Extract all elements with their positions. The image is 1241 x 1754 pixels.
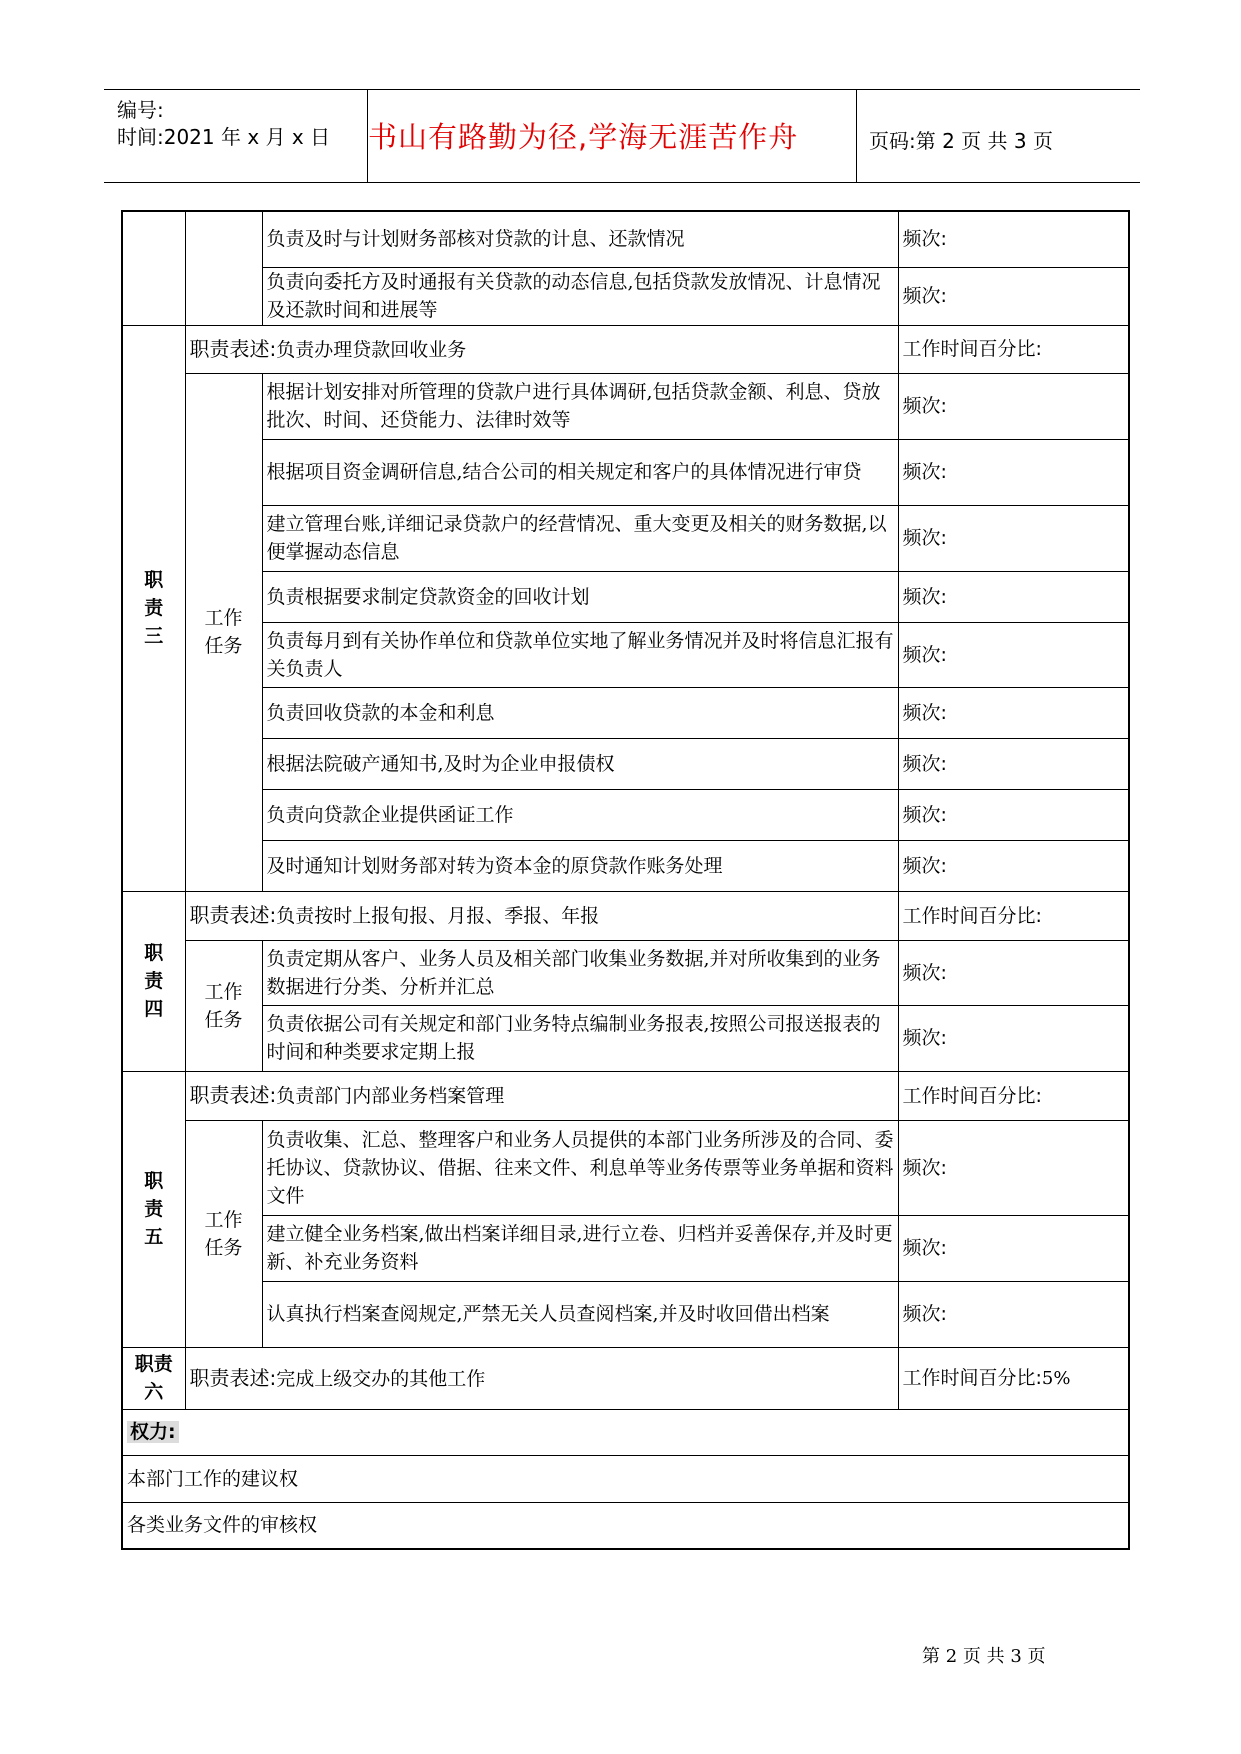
duty3-task-5: 负责每月到有关协作单位和贷款单位实地了解业务情况并及时将信息汇报有关负责人 [262, 622, 898, 687]
duty3-task-9: 及时通知计划财务部对转为资本金的原贷款作账务处理 [262, 840, 898, 891]
duty6-desc-cell [185, 1347, 898, 1409]
duty3-desc-label: 职责表述: [189, 336, 277, 361]
duty4-desc-label: 职责表述: [189, 903, 277, 927]
duty6-label [122, 1347, 185, 1409]
duty3-task-4: 负责根据要求制定贷款资金的回收计划 [262, 571, 898, 622]
duty5-label-char: 五 [144, 1226, 164, 1248]
authority-item-2: 各类业务文件的审核权 [122, 1502, 1129, 1549]
duty5-task-2-freq: 频次: [898, 1215, 1129, 1281]
duty3-desc: 负责办理贷款回收业务 [276, 338, 467, 361]
duty3-task-label-line: 任务 [204, 635, 243, 657]
table-row [122, 940, 1129, 1005]
header-bottom-rule [104, 182, 1140, 183]
duty3-label-char: 职 [144, 569, 164, 591]
duty3-task-1-freq: 频次: [898, 373, 1129, 439]
table-row [122, 267, 1129, 325]
duty6-pct-label: 工作时间百分比: [902, 1366, 1042, 1389]
duty5-task-label-line: 工作 [204, 1208, 243, 1231]
duty3-task-2-freq: 频次: [898, 439, 1129, 505]
duty3-task-9-freq: 频次: [898, 840, 1129, 891]
table-row [122, 840, 1129, 891]
duty6-label-line: 六 [144, 1381, 164, 1403]
duty3-task-2: 根据项目资金调研信息,结合公司的相关规定和客户的具体情况进行审贷 [262, 439, 898, 505]
duty4-label-char: 责 [144, 970, 164, 992]
table-row [122, 789, 1129, 840]
duty6-desc-label: 职责表述: [189, 1365, 277, 1390]
duty3-task-6-freq: 频次: [898, 687, 1129, 738]
duty6-pct-value: 5% [1041, 1367, 1071, 1389]
duty5-task-1-freq: 频次: [898, 1120, 1129, 1215]
duty3-task-7: 根据法院破产通知书,及时为企业申报债权 [262, 738, 898, 789]
duty4-desc-cell [185, 891, 898, 940]
authority-heading [122, 1409, 1129, 1455]
table-row [122, 1347, 1129, 1409]
duty3-label-char: 三 [144, 625, 164, 647]
duties-table [121, 210, 1130, 1550]
duty3-label-char: 责 [144, 597, 164, 619]
duty4-pct-label: 工作时间百分比: [898, 891, 1129, 940]
duty5-task-3: 认真执行档案查阅规定,严禁无关人员查阅档案,并及时收回借出档案 [262, 1281, 898, 1347]
duty3-pct-label: 工作时间百分比: [898, 325, 1129, 373]
duty4-task-1-freq: 频次: [898, 940, 1129, 1005]
duty3-task-3: 建立管理台账,详细记录贷款户的经营情况、重大变更及相关的财务数据,以便掌握动态信息 [262, 505, 898, 571]
duty3-task-3-freq: 频次: [898, 505, 1129, 571]
duty4-task-label-line: 任务 [204, 1008, 243, 1031]
table-row [122, 505, 1129, 571]
table-row [122, 1281, 1129, 1347]
table-row [122, 891, 1129, 940]
duty5-task-1: 负责收集、汇总、整理客户和业务人员提供的本部门业务所涉及的合同、委托协议、贷款协议、借据、往来文件、利息单等业务传票等业务单据和资料文件 [262, 1120, 898, 1215]
duty3-task-1: 根据计划安排对所管理的贷款户进行具体调研,包括贷款金额、利息、贷放批次、时间、还贷能力、法律时效等 [262, 373, 898, 439]
table-row [122, 211, 1129, 267]
duty3-task-8-freq: 频次: [898, 789, 1129, 840]
table-row [122, 373, 1129, 439]
table-row [122, 1215, 1129, 1281]
header-page-label: 页码:第 2 页 共 3 页 [869, 129, 1053, 153]
duty5-label [122, 1071, 185, 1347]
duty4-label-char: 职 [144, 942, 164, 964]
duty5-task-label-line: 任务 [204, 1236, 243, 1259]
duty2-label-cell [122, 211, 185, 325]
duty5-task-3-freq: 频次: [898, 1281, 1129, 1347]
duty5-label-char: 职 [144, 1170, 164, 1192]
duty3-task-8: 负责向贷款企业提供函证工作 [262, 789, 898, 840]
duty2-task-2-freq: 频次: [898, 267, 1129, 325]
header-motto: 书山有路勤为径,学海无涯苦作舟 [368, 120, 799, 154]
duty6-pct-cell [898, 1347, 1129, 1409]
table-row [122, 1120, 1129, 1215]
duty4-label [122, 891, 185, 1071]
duty3-task-7-freq: 频次: [898, 738, 1129, 789]
duty3-desc-cell [185, 325, 898, 373]
table-row [122, 687, 1129, 738]
list-item [122, 1455, 1129, 1502]
header-number-label: 编号: [117, 98, 164, 122]
header-top-rule [104, 89, 1140, 90]
duty3-task-label [185, 373, 262, 891]
duty4-task-2-freq: 频次: [898, 1005, 1129, 1071]
duty5-label-char: 责 [144, 1198, 164, 1220]
table-row [122, 439, 1129, 505]
duty3-task-5-freq: 频次: [898, 622, 1129, 687]
duty4-label-char: 四 [144, 998, 164, 1020]
duty5-desc: 负责部门内部业务档案管理 [276, 1085, 505, 1107]
duty4-task-1: 负责定期从客户、业务人员及相关部门收集业务数据,并对所收集到的业务数据进行分类、分析并汇总 [262, 940, 898, 1005]
duty5-desc-label: 职责表述: [189, 1083, 277, 1107]
duty6-label-line: 职责 [134, 1353, 173, 1375]
authority-item-1: 本部门工作的建议权 [122, 1455, 1129, 1502]
duty5-desc-cell [185, 1071, 898, 1120]
header-divider-right [856, 90, 857, 183]
duty2-task-1-freq: 频次: [898, 211, 1129, 267]
header-time-label: 时间:2021 年 x 月 x 日 [117, 125, 331, 149]
authority-heading-text: 权力: [127, 1421, 179, 1443]
duty2-task-2: 负责向委托方及时通报有关贷款的动态信息,包括贷款发放情况、计息情况及还款时间和进展等 [262, 267, 898, 325]
duty5-task-label [185, 1120, 262, 1347]
duty3-task-label-line: 工作 [204, 607, 243, 629]
duty3-label [122, 325, 185, 891]
table-row [122, 1005, 1129, 1071]
duty4-desc: 负责按时上报旬报、月报、季报、年报 [276, 905, 600, 927]
duty2-task-1: 负责及时与计划财务部核对贷款的计息、还款情况 [262, 211, 898, 267]
table-row [122, 738, 1129, 789]
duty5-task-2: 建立健全业务档案,做出档案详细目录,进行立卷、归档并妥善保存,并及时更新、补充业务资料 [262, 1215, 898, 1281]
table-row [122, 1409, 1129, 1455]
duty5-pct-label: 工作时间百分比: [898, 1071, 1129, 1120]
list-item [122, 1502, 1129, 1549]
duty3-task-4-freq: 频次: [898, 571, 1129, 622]
duty4-task-2: 负责依据公司有关规定和部门业务特点编制业务报表,按照公司报送报表的时间和种类要求定期上报 [262, 1005, 898, 1071]
table-row [122, 571, 1129, 622]
table-row [122, 1071, 1129, 1120]
table-row [122, 325, 1129, 373]
duty4-task-label-line: 工作 [204, 980, 243, 1003]
duty4-task-label [185, 940, 262, 1071]
page-footer: 第 2 页 共 3 页 [922, 1646, 1046, 1667]
duty3-task-6: 负责回收贷款的本金和利息 [262, 687, 898, 738]
table-row [122, 622, 1129, 687]
duty6-desc: 完成上级交办的其他工作 [276, 1367, 486, 1390]
duty2-task-label-cell [185, 211, 262, 325]
